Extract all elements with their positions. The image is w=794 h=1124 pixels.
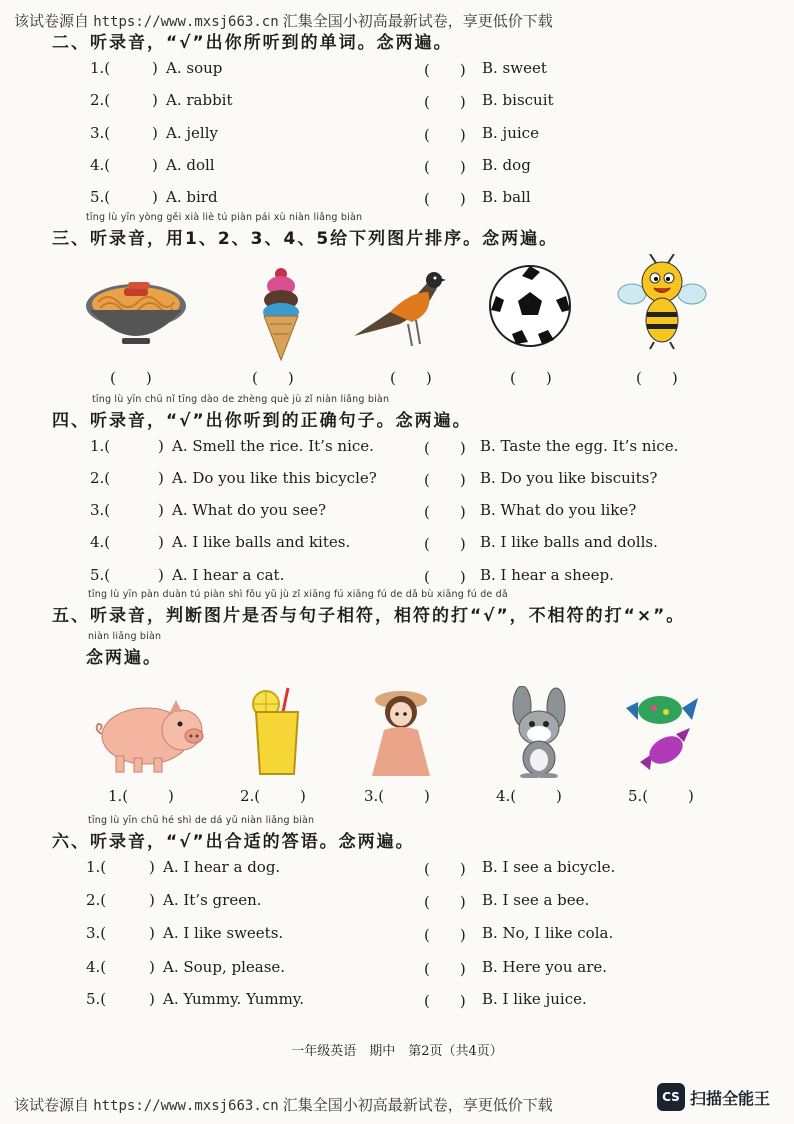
option-b: B. dog: [482, 156, 531, 174]
option-b: B. Here you are.: [482, 958, 608, 976]
option-a: A. jelly: [166, 124, 218, 142]
question-number[interactable]: 3.(: [90, 124, 111, 142]
option-a: A. Do you like this bicycle?: [172, 469, 377, 487]
noodles-picture: [84, 272, 188, 350]
judge-answer-blank[interactable]: ): [556, 787, 562, 805]
option-b: B. No, I like cola.: [482, 924, 614, 942]
order-answer-blank[interactable]: ( ): [510, 369, 552, 387]
answer-blank-a-close: ): [152, 124, 158, 142]
watermark-suffix: 汇集全国小初高最新试卷，享更低价下载: [282, 1097, 553, 1114]
option-a: A. What do you see?: [172, 501, 327, 519]
option-b: B. Do you like biscuits?: [480, 469, 658, 487]
question-number[interactable]: 5.(: [86, 990, 107, 1008]
option-a: A. Soup, please.: [163, 958, 286, 976]
question-row: [0, 91, 794, 115]
order-answer-blank[interactable]: ( ): [636, 369, 678, 387]
judge-answer-label: 4.(: [496, 787, 517, 805]
question-number[interactable]: 1.(: [86, 858, 107, 876]
answer-blank-b[interactable]: ( ): [424, 471, 466, 489]
question-row: [0, 437, 794, 461]
question-number[interactable]: 1.(: [90, 59, 111, 77]
answer-blank-a-close: ): [158, 566, 164, 584]
answer-blank-b[interactable]: ( ): [424, 158, 466, 176]
question-number[interactable]: 4.(: [86, 958, 107, 976]
sweets-picture: [626, 688, 700, 778]
option-b: B. I see a bee.: [482, 891, 590, 909]
order-answer-blank[interactable]: ( ): [110, 369, 152, 387]
section-6-pinyin: tīng lù yīn chū hé shì de dá yǔ niàn liǎng biàn: [88, 815, 315, 826]
option-b: B. biscuit: [482, 91, 554, 109]
answer-blank-a-close: ): [158, 469, 164, 487]
judge-answer-label: 5.(: [628, 787, 649, 805]
question-row: [0, 501, 794, 525]
answer-blank-a-close: ): [149, 924, 155, 942]
answer-blank-b[interactable]: ( ): [424, 93, 466, 111]
answer-blank-b[interactable]: ( ): [424, 568, 466, 586]
camscanner-logo-icon: CS: [657, 1083, 685, 1111]
option-a: A. It’s green.: [163, 891, 262, 909]
judge-answer-label: 1.(: [108, 787, 129, 805]
option-b: B. I see a bicycle.: [482, 858, 616, 876]
question-row: [0, 469, 794, 493]
pig-picture: [90, 694, 210, 776]
option-a: A. Smell the rice. It’s nice.: [172, 437, 374, 455]
option-a: A. Yummy. Yummy.: [163, 990, 305, 1008]
page-footer: 一年级英语 期中 第2页（共4页）: [291, 1044, 503, 1059]
question-number[interactable]: 1.(: [90, 437, 111, 455]
section-3-pinyin: tīng lù yīn yòng gěi xià liè tú piàn pái xù niàn liǎng biàn: [86, 212, 363, 223]
watermark-url[interactable]: https://www.mxsj663.cn: [93, 14, 279, 30]
question-number[interactable]: 3.(: [90, 501, 111, 519]
watermark-bottom: [14, 1094, 553, 1115]
doll-picture: [368, 686, 434, 778]
camscanner-name: 扫描全能王: [690, 1089, 771, 1108]
answer-blank-b[interactable]: ( ): [424, 126, 466, 144]
judge-answer-blank[interactable]: ): [688, 787, 694, 805]
question-number[interactable]: 5.(: [90, 188, 111, 206]
order-answer-blank[interactable]: ( ): [390, 369, 432, 387]
option-a: A. I like sweets.: [163, 924, 284, 942]
watermark-prefix: 该试卷源自: [14, 1097, 90, 1114]
question-row: [0, 958, 794, 982]
judge-answer-label: 2.(: [240, 787, 261, 805]
judge-answer-blank[interactable]: ): [424, 787, 430, 805]
answer-blank-a-close: ): [158, 501, 164, 519]
section-5-pinyin: tīng lù yīn pàn duàn tú piàn shì fǒu yǔ jù zǐ xiāng fú xiāng fú de dǎ bù xiāng fú de dǎ: [88, 589, 508, 600]
rabbit-picture: [500, 686, 578, 778]
question-number[interactable]: 4.(: [90, 156, 111, 174]
question-row: [0, 156, 794, 180]
answer-blank-b[interactable]: ( ): [424, 503, 466, 521]
option-b: B. I like balls and dolls.: [480, 533, 658, 551]
football-picture: [488, 264, 572, 348]
answer-blank-a-close: ): [149, 958, 155, 976]
option-b: B. juice: [482, 124, 539, 142]
option-a: A. I hear a dog.: [163, 858, 281, 876]
answer-blank-b[interactable]: ( ): [424, 61, 466, 79]
answer-blank-a-close: ): [158, 437, 164, 455]
answer-blank-b[interactable]: ( ): [424, 860, 466, 878]
question-row: [0, 59, 794, 83]
question-row: [0, 124, 794, 148]
option-a: A. bird: [166, 188, 218, 206]
question-number[interactable]: 2.(: [86, 891, 107, 909]
option-b: B. I hear a sheep.: [480, 566, 614, 584]
answer-blank-a-close: ): [152, 59, 158, 77]
watermark-prefix: 该试卷源自: [14, 13, 90, 30]
question-row: [0, 990, 794, 1014]
watermark-suffix: 汇集全国小初高最新试卷，享更低价下载: [282, 13, 553, 30]
section-5-heading: 五、听录音，判断图片是否与句子相符，相符的打“√”，不相符的打“×”。: [52, 606, 686, 626]
answer-blank-a-close: ): [149, 858, 155, 876]
answer-blank-a-close: ): [152, 91, 158, 109]
answer-blank-b[interactable]: ( ): [424, 535, 466, 553]
watermark-url[interactable]: https://www.mxsj663.cn: [93, 1098, 279, 1114]
question-row: [0, 891, 794, 915]
option-a: A. I hear a cat.: [172, 566, 285, 584]
answer-blank-b[interactable]: ( ): [424, 960, 466, 978]
option-b: B. sweet: [482, 59, 547, 77]
answer-blank-a-close: ): [152, 156, 158, 174]
order-answer-blank[interactable]: ( ): [252, 369, 294, 387]
question-row: [0, 858, 794, 882]
judge-answer-blank[interactable]: ): [300, 787, 306, 805]
section-3-heading: 三、听录音，用1、2、3、4、5给下列图片排序。念两遍。: [52, 229, 559, 249]
question-row: [0, 188, 794, 212]
question-row: [0, 566, 794, 590]
answer-blank-a-close: ): [152, 188, 158, 206]
option-a: A. soup: [166, 59, 223, 77]
answer-blank-b[interactable]: ( ): [424, 893, 466, 911]
option-b: B. What do you like?: [480, 501, 637, 519]
answer-blank-b[interactable]: ( ): [424, 992, 466, 1010]
juice-picture: [250, 686, 306, 776]
option-a: A. doll: [166, 156, 215, 174]
section-2-heading: 二、听录音，“√”出你所听到的单词。念两遍。: [52, 33, 453, 53]
answer-blank-b[interactable]: ( ): [424, 439, 466, 457]
question-number[interactable]: 5.(: [90, 566, 111, 584]
answer-blank-a-close: ): [158, 533, 164, 551]
question-number[interactable]: 3.(: [86, 924, 107, 942]
section-6-heading: 六、听录音，“√”出合适的答语。念两遍。: [52, 832, 415, 852]
question-number[interactable]: 4.(: [90, 533, 111, 551]
question-number[interactable]: 2.(: [90, 469, 111, 487]
section-5-heading-2: 念两遍。: [86, 648, 162, 668]
option-b: B. I like juice.: [482, 990, 587, 1008]
answer-blank-a-close: ): [149, 990, 155, 1008]
judge-answer-blank[interactable]: ): [168, 787, 174, 805]
ice-cream-picture: [258, 262, 304, 362]
section-4-pinyin: tīng lù yīn chū nǐ tīng dào de zhèng què jù zǐ niàn liǎng biàn: [92, 394, 390, 405]
option-b: B. ball: [482, 188, 531, 206]
section-4-heading: 四、听录音，“√”出你听到的正确句子。念两遍。: [52, 411, 472, 431]
question-row: [0, 924, 794, 948]
question-number[interactable]: 2.(: [90, 91, 111, 109]
answer-blank-b[interactable]: ( ): [424, 926, 466, 944]
question-row: [0, 533, 794, 557]
bird-picture: [350, 262, 446, 348]
answer-blank-a-close: ): [149, 891, 155, 909]
option-a: A. I like balls and kites.: [172, 533, 351, 551]
option-b: B. Taste the egg. It’s nice.: [480, 437, 679, 455]
bee-picture: [616, 254, 708, 350]
judge-answer-label: 3.(: [364, 787, 385, 805]
option-a: A. rabbit: [166, 91, 233, 109]
section-5-pinyin-2: niàn liǎng biàn: [88, 631, 162, 642]
answer-blank-b[interactable]: ( ): [424, 190, 466, 208]
